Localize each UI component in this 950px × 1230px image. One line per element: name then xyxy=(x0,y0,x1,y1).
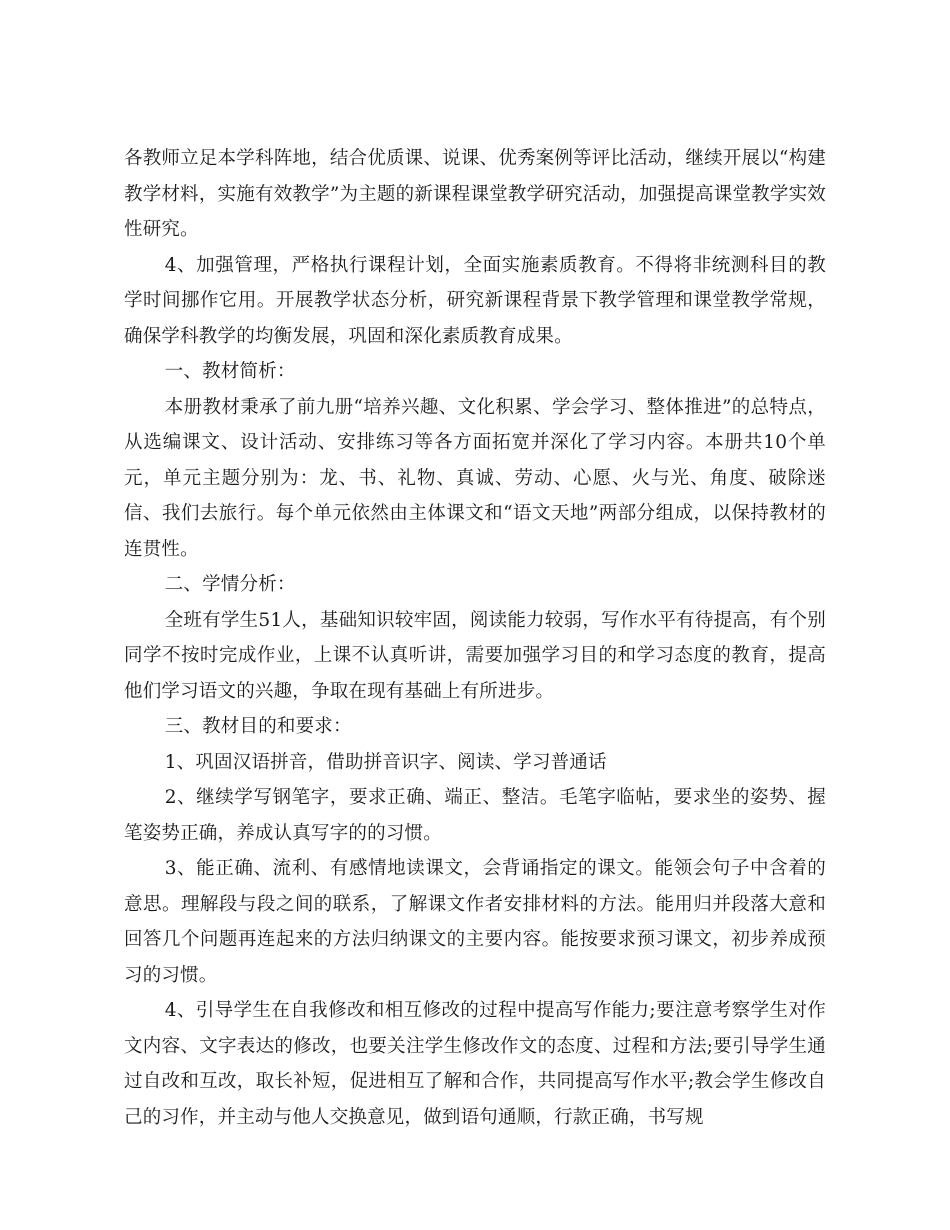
goal-item-2: 2、继续学写钢笔字，要求正确、端正、整洁。毛笔字临帖，要求坐的姿势、握笔姿势正确，养成认真写字的的习惯。 xyxy=(124,787,826,844)
section-heading-textbook: 一、教材简析： xyxy=(164,361,296,382)
goal-item-3: 3、能正确、流利、有感情地读课文，会背诵指定的课文。能领会句子中含着的意思。理解段与段之间的联系，了解课文作者安排材料的方法。能用归并段落大意和回答几个问题再连起来的方法归纳课文的主要内容。能按要求预习课文，初步养成预习的习惯。 xyxy=(124,858,826,986)
paragraph-textbook: 本册教材秉承了前九册“培养兴趣、文化积累、学会学习、整体推进”的总特点，从选编课文、设计活动、安排练习等各方面拓宽并深化了学习内容。本册共10个单元，单元主题分别为：龙、书、礼物、真诚、劳动、心愿、火与光、角度、破除迷信、我们去旅行。每个单元依然由主体课文和“语文天地”两部分组成，以保持教材的连贯性。 xyxy=(124,396,826,560)
section-heading-students: 二、学情分析： xyxy=(164,574,296,595)
goal-item-1: 1、巩固汉语拼音，借助拼音识字、阅读、学习普通话 xyxy=(164,751,607,773)
paragraph-1: 各教师立足本学科阵地，结合优质课、说课、优秀案例等评比活动，继续开展以“构建教学材料，实施有效教学”为主题的新课程课堂教学研究活动，加强提高课堂教学实效性研究。 xyxy=(124,148,826,240)
paragraph-students: 全班有学生51人，基础知识较牢固，阅读能力较弱，写作水平有待提高，有个别同学不按时完成作业，上课不认真听讲，需要加强学习目的和学习态度的教育，提高他们学习语文的兴趣，争取在现有基础上有所进步。 xyxy=(124,609,826,702)
paragraph-2: 4、加强管理，严格执行课程计划，全面实施素质教育。不得将非统测科目的教学时间挪作它用。开展教学状态分析，研究新课程背景下教学管理和课堂教学常规，确保学科教学的均衡发展，巩固和深化素质教育成果。 xyxy=(124,254,826,347)
goal-item-4: 4、引导学生在自我修改和相互修改的过程中提高写作能力;要注意考察学生对作文内容、文字表达的修改，也要关注学生修改作文的态度、过程和方法;要引导学生通过自改和互改，取长补短，促进相互了解和合作，共同提高写作水平;教会学生修改自己的习作，并主动与他人交换意见，做到语句通顺，行款正确，书写规 xyxy=(124,1000,826,1128)
section-heading-goals: 三、教材目的和要求： xyxy=(164,716,352,737)
